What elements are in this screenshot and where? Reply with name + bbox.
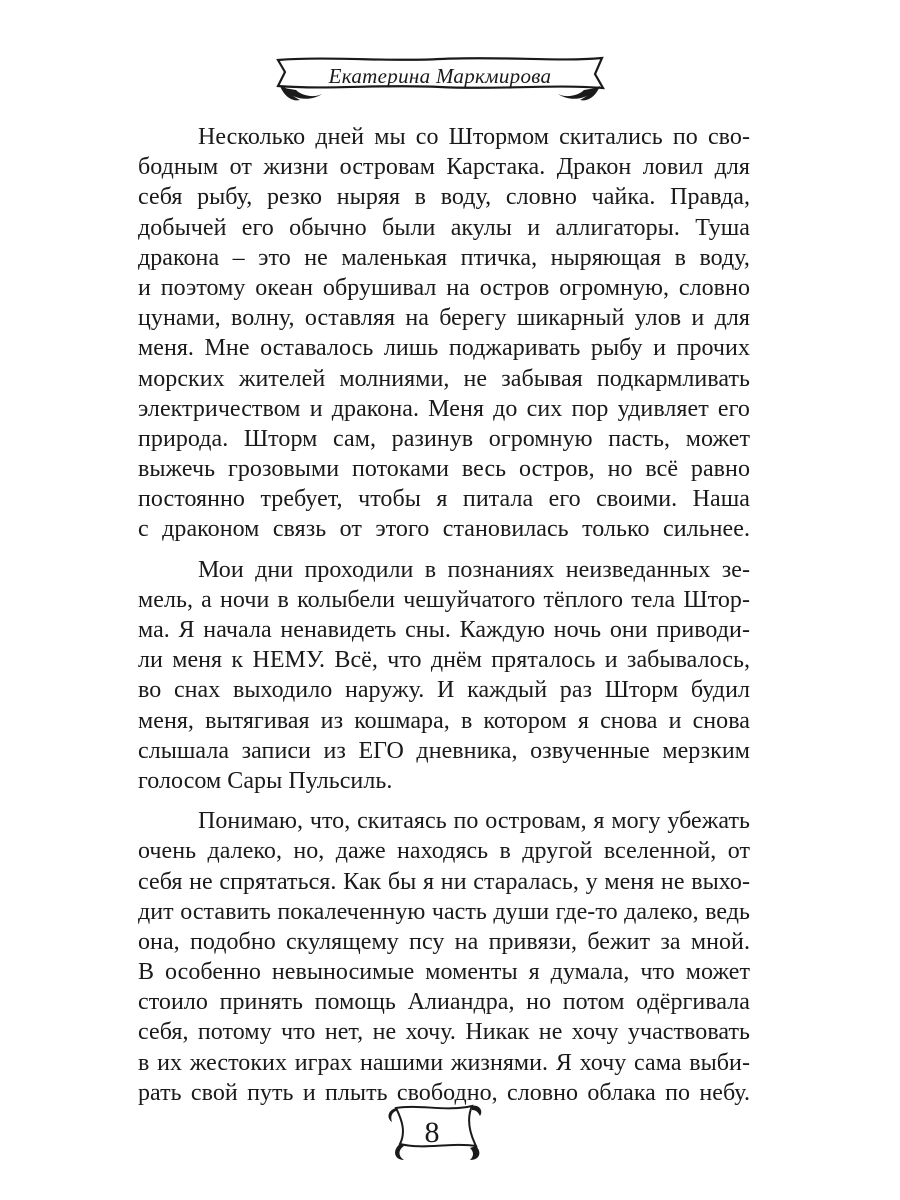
text-line: стоило принять помощь Алиандра, но потом одёргивала	[138, 989, 750, 1016]
text-line: она, подобно скулящему псу на привязи, бежит за мной.	[138, 928, 750, 955]
text-line: постоянно требует, чтобы я питала его своими. Наша	[138, 486, 750, 513]
text-line: дракона – это не маленькая птичка, ныряющая в воду,	[138, 244, 750, 271]
paragraph	[138, 806, 750, 1108]
text-line: мель, а ночи в колыбели чешуйчатого тёплого тела Штор-	[138, 586, 750, 613]
book-text	[138, 122, 750, 1118]
text-line: Мои дни проходили в познаниях неизведанных зе-	[198, 556, 750, 583]
text-line: меня, вытягивая из кошмара, в котором я снова и снова	[138, 707, 750, 734]
text-line: себя рыбу, резко ныряя в воду, словно чайка. Правда,	[138, 184, 750, 211]
text-line: ли меня к НЕМУ. Всё, что днём пряталось и забывалось,	[138, 647, 750, 674]
text-line: дит оставить покалеченную часть души где-то далеко, ведь	[138, 898, 750, 925]
paragraph	[138, 555, 750, 797]
text-line: слышала записи из ЕГО дневника, озвученные мерзким	[138, 737, 750, 764]
text-line: себя, потому что нет, не хочу. Никак не хочу участвовать	[138, 1019, 750, 1046]
running-header	[270, 50, 610, 120]
text-line: голосом Сары Пульсиль.	[138, 767, 393, 794]
header-author: Екатерина Маркмирова	[328, 64, 552, 88]
text-line: в их жестоких играх нашими жизнями. Я хочу сама выби-	[138, 1049, 750, 1076]
text-line: меня. Мне оставалось лишь поджаривать рыбу и прочих	[138, 335, 750, 362]
text-line: электричеством и дракона. Меня до сих пор удивляет его	[138, 395, 750, 422]
text-line: бодным от жизни островам Карстака. Дракон ловил для	[138, 154, 750, 181]
page-number: 8	[424, 1116, 440, 1149]
paragraph	[138, 122, 750, 545]
text-line: во снах выходило наружу. И каждый раз Шторм будил	[138, 677, 750, 704]
text-line: с драконом связь от этого становилась только сильнее.	[138, 516, 750, 543]
text-line: и поэтому океан обрушивал на остров огромную, словно	[138, 274, 750, 301]
text-line: добычей его обычно были акулы и аллигаторы. Туша	[138, 214, 750, 241]
text-line: ма. Я начала ненавидеть сны. Каждую ночь они приводи-	[138, 617, 750, 643]
text-line: выжечь грозовыми потоками весь остров, но всё равно	[138, 456, 750, 483]
page-number-plate	[380, 1100, 490, 1170]
text-line: В особенно невыносимые моменты я думала, что может	[138, 959, 750, 986]
text-line: природа. Шторм сам, разинув огромную пасть, может	[138, 425, 750, 452]
text-line: цунами, волну, оставляя на берегу шикарный улов и для	[138, 305, 750, 332]
text-line: Несколько дней мы со Штормом скитались по сво-	[198, 124, 750, 150]
text-line: рать свой путь и плыть свободно, словно облака по небу.	[138, 1079, 750, 1106]
text-line: морских жителей молниями, не забывая подкармливать	[138, 365, 750, 392]
text-line: Понимаю, что, скитаясь по островам, я могу убежать	[198, 808, 750, 835]
text-line: очень далеко, но, даже находясь в другой вселенной, от	[138, 838, 750, 865]
text-line: себя не спрятаться. Как бы я ни старалась, у меня не выхо-	[138, 868, 750, 895]
